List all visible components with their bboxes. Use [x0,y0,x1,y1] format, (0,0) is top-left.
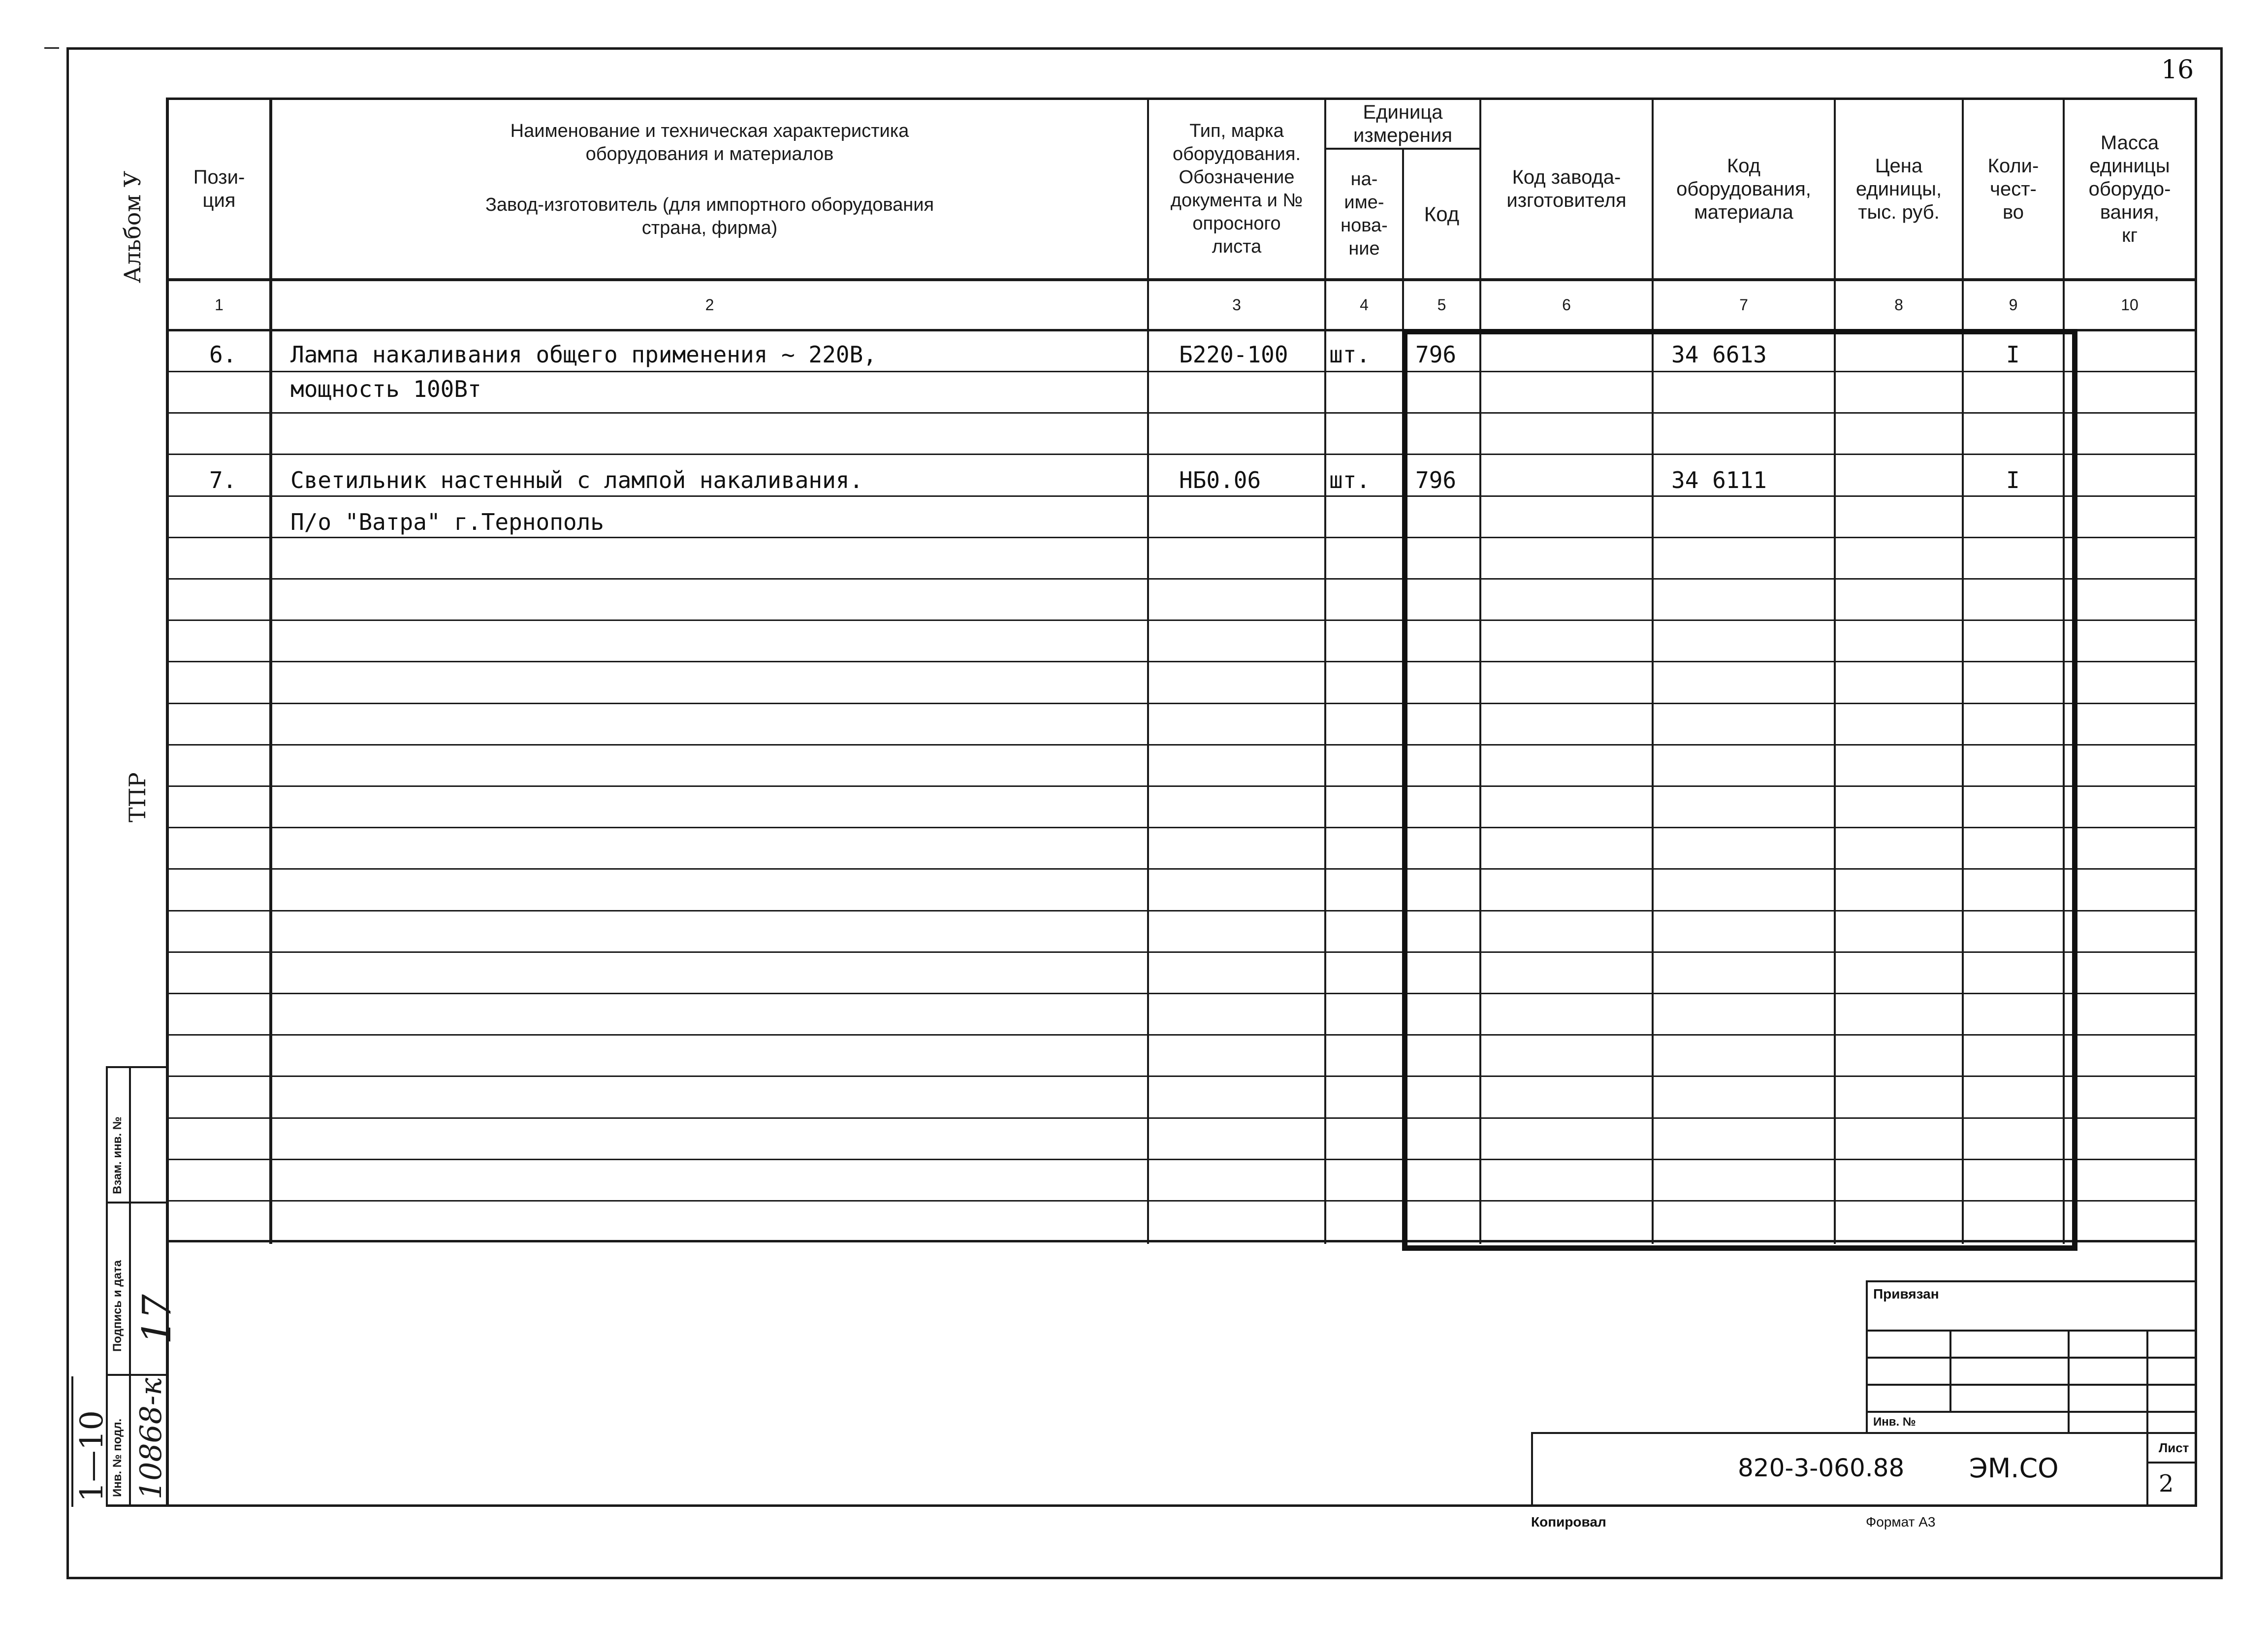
margin-stamp-div2 [106,1374,167,1376]
row-name: П/о "Ватра" г.Тернополь [290,509,604,535]
tpr-label: ТПР [124,772,151,822]
row-qty: I [2006,467,2020,493]
row-equip: 34 6613 [1671,341,1767,368]
stamp-doc-code: 820-3-060.88 [1738,1454,1905,1482]
stamp-v-1 [1949,1330,1951,1411]
signature-value: 17 [134,1294,180,1344]
stamp-inv-no: Инв. № [1873,1415,1916,1429]
vzam-inv-label: Взам. инв. № [111,1116,124,1194]
header-mass: Масса единицы оборудо- вания, кг [2088,131,2171,246]
inv-podl-label: Инв. № подл. [111,1418,124,1497]
row-unit: шт. [1329,467,1371,493]
col-line-1 [269,98,272,1244]
row-equip: 34 6111 [1671,467,1767,493]
inner-frame-right [2195,98,2197,1507]
header-qty: Коли- чест- во [1987,155,2039,223]
podpis-data-label: Подпись и дата [111,1260,124,1352]
outer-frame-right [2220,47,2223,1579]
stamp-list-label: Лист [2159,1440,2189,1455]
colnum-7: 7 [1739,296,1748,314]
colnum-8: 8 [1894,296,1903,314]
row-type: НБ0.06 [1179,467,1261,493]
inner-frame-bottom [106,1504,2197,1507]
colnum-6: 6 [1562,296,1571,314]
row-qty: I [2006,341,2020,368]
row-pos: 6. [209,341,237,368]
colnum-5: 5 [1437,296,1446,314]
row-name: Светильник настенный с лампой накаливания. [290,467,863,493]
margin-code: 1—10 [74,1410,110,1502]
row-name: Лампа накаливания общего применения ~ 220В, [290,341,877,368]
stamp-main-top [1531,1432,2197,1434]
row-code: 796 [1415,467,1457,493]
header-name-2: Завод-изготовитель (для импортного оборудования страна, фирма) [485,195,934,238]
stamp-kopiroval: Копировал [1531,1514,1606,1530]
margin-stamp-div1 [106,1202,167,1204]
colnum-4: 4 [1360,296,1369,314]
stamp-main-left [1531,1432,1533,1507]
row-unit: шт. [1329,341,1371,368]
margin-code-line [71,1376,73,1507]
colnum-3: 3 [1232,296,1241,314]
stamp-privyazan: Привязан [1873,1286,1939,1302]
header-unit-group: Единица измерения [1353,101,1452,146]
stamp-list-number: 2 [2159,1470,2174,1498]
stamp-doc-suffix: ЭМ.СО [1969,1453,2059,1484]
stamp-format: Формат А3 [1866,1514,1936,1530]
outer-frame-top [66,47,2223,50]
row-name: мощность 100Вт [290,376,481,402]
stamp-list-line [2146,1462,2197,1464]
scan-tick-left [44,47,59,49]
margin-stamp-top [106,1066,167,1068]
colnum-9: 9 [2009,296,2018,314]
row-code: 796 [1415,341,1457,368]
header-unit-code: Код [1424,202,1460,226]
colnum-2: 2 [705,296,714,314]
header-equip-code: Код оборудования, материала [1676,155,1811,223]
stamp-v-3 [2146,1330,2148,1504]
inv-podl-value: 10868-к [134,1378,168,1499]
row-type: Б220-100 [1179,341,1288,368]
header-name-1: Наименование и техническая характеристика оборудования и материалов [510,121,909,164]
colnum-1: 1 [215,296,224,314]
stamp-top-line [1866,1280,2197,1282]
stamp-v-2 [2068,1330,2070,1433]
header-unit-name: на- име- нова- ние [1341,168,1388,259]
album-label: Альбом У [119,170,146,283]
margin-stamp-mid [129,1066,131,1507]
outer-frame-left [66,47,69,1579]
sheet-corner-number: 16 [2161,55,2194,85]
header-price: Цена единицы, тыс. руб. [1855,155,1942,223]
header-type: Тип, марка оборудования. Обозначение документа и № опросного листа [1170,121,1303,257]
header-pos: Пози- ция [193,166,245,211]
colnum-10: 10 [2121,296,2139,314]
outer-frame-bottom [66,1577,2223,1579]
row-pos: 7. [209,467,237,493]
header-factory-code: Код завода- изготовителя [1506,166,1627,211]
